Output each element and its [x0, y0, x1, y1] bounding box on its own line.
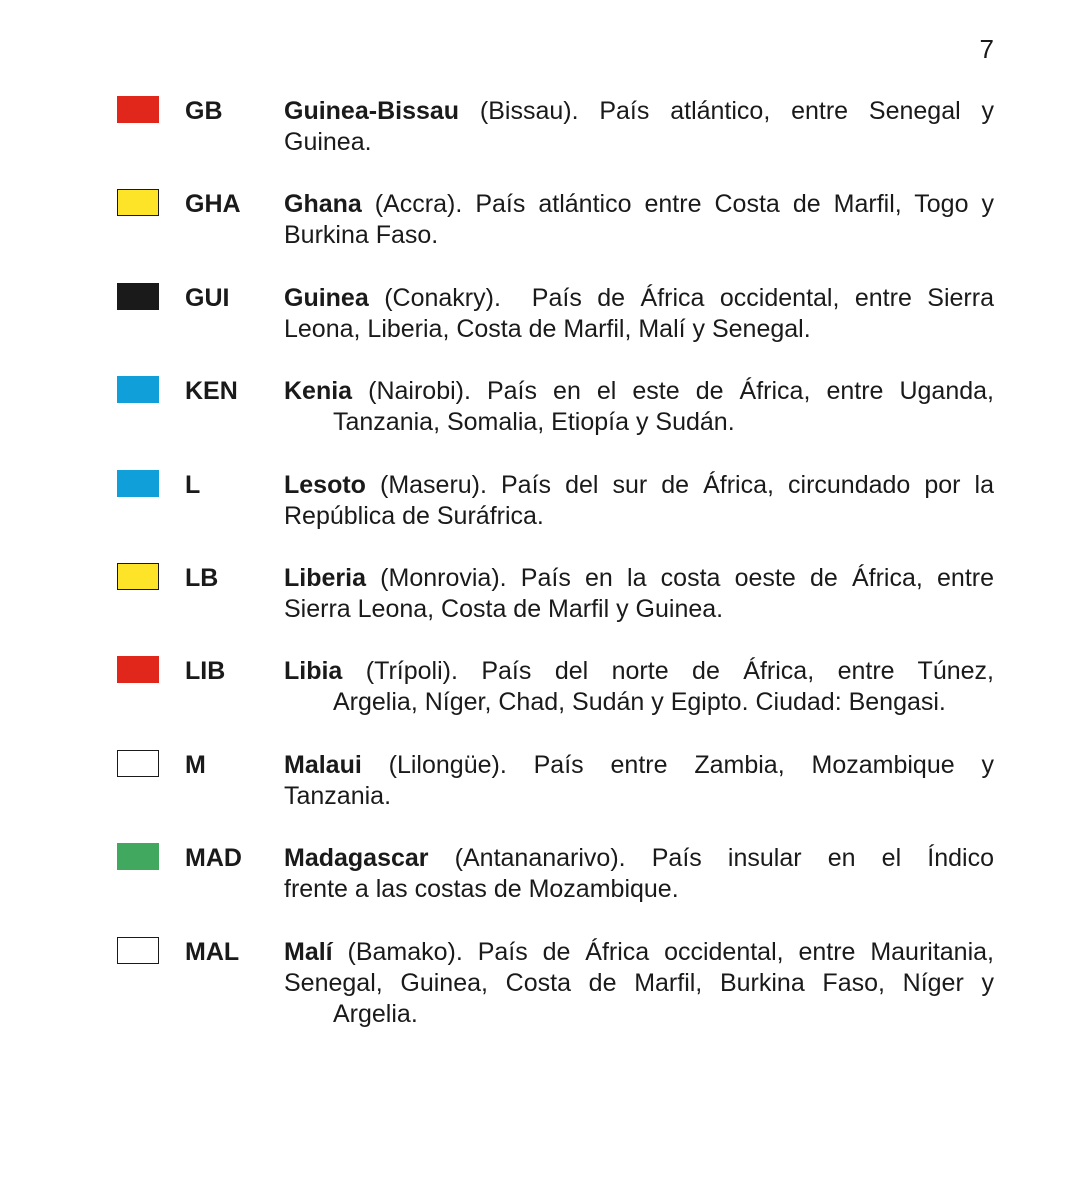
country-code: LB: [185, 564, 219, 592]
description-text: (Maseru). País del sur de África, circundado por la: [365, 470, 994, 499]
country-code: GUI: [185, 283, 230, 312]
country-code: MAD: [185, 844, 242, 873]
description-text: Argelia, Níger, Chad, Sudán y Egipto. Ciudad: Bengasi.: [333, 688, 946, 717]
country-name: Malí: [284, 937, 333, 966]
country-description: [284, 563, 994, 625]
color-swatch: [117, 937, 159, 964]
description-text: (Accra). País atlántico entre Costa de Marfil, Togo y: [361, 190, 994, 219]
country-code: L: [185, 470, 201, 499]
country-description: [284, 470, 994, 532]
description-text: Tanzania.: [284, 781, 392, 810]
country-name: Madagascar: [284, 844, 429, 873]
country-description: [284, 750, 994, 812]
color-swatch: [117, 656, 159, 683]
country-code: MAL: [185, 937, 240, 966]
description-text: Sierra Leona, Costa de Marfil y Guinea.: [284, 595, 724, 623]
country-entry: [0, 470, 1080, 550]
description-text: Tanzania, Somalia, Etiopía y Sudán.: [333, 408, 735, 437]
description-text: Burkina Faso.: [284, 221, 439, 250]
description-text: (Bissau). País atlántico, entre Senegal y: [459, 97, 994, 125]
color-swatch: [117, 96, 159, 123]
country-name: Lesoto: [284, 470, 366, 499]
description-text: Senegal, Guinea, Costa de Marfil, Burkina Faso, Níger y: [284, 968, 994, 997]
country-entry: [0, 750, 1080, 830]
description-text: (Monrovia). País en la costa oeste de África, entre: [365, 564, 994, 592]
country-code: M: [185, 750, 206, 779]
country-entry: [0, 96, 1080, 176]
description-text: (Bamako). País de África occidental, entre Mauritania,: [332, 937, 994, 966]
country-description: [284, 189, 994, 251]
description-text: (Antananarivo). País insular en el Índico: [428, 844, 994, 873]
country-name: Guinea-Bissau: [284, 97, 460, 125]
country-name: Liberia: [284, 564, 366, 592]
description-text: (Trípoli). País del norte de África, entre Túnez,: [342, 657, 994, 686]
country-entry: [0, 283, 1080, 363]
country-code: GB: [185, 97, 223, 125]
country-entry: [0, 563, 1080, 643]
country-name: Kenia: [284, 377, 353, 406]
country-name: Guinea: [284, 283, 369, 312]
country-description: [284, 656, 994, 718]
country-code: GHA: [185, 190, 241, 219]
country-entry: [0, 843, 1080, 923]
description-text: República de Suráfrica.: [284, 501, 544, 530]
country-description: [284, 937, 994, 1030]
description-text: (Nairobi). País en el este de África, entre Uganda,: [352, 377, 994, 406]
color-swatch: [117, 563, 159, 590]
country-description: [284, 96, 994, 158]
country-entry: [0, 937, 1080, 1028]
country-name: Ghana: [284, 190, 362, 219]
description-text: (Conakry). País de África occidental, entre Sierra: [368, 283, 994, 312]
country-description: [284, 376, 994, 438]
color-swatch: [117, 189, 159, 216]
country-entry: [0, 656, 1080, 736]
country-description: [284, 283, 994, 345]
description-text: (Lilongüe). País entre Zambia, Mozambique y: [361, 750, 994, 779]
country-name: Malaui: [284, 750, 362, 779]
description-text: Argelia.: [333, 999, 418, 1028]
country-code: LIB: [185, 657, 226, 686]
color-swatch: [117, 283, 159, 310]
description-text: Guinea.: [284, 128, 372, 156]
color-swatch: [117, 843, 159, 870]
country-entry: [0, 189, 1080, 269]
color-swatch: [117, 750, 159, 777]
description-text: Leona, Liberia, Costa de Marfil, Malí y Senegal.: [284, 314, 811, 343]
color-swatch: [117, 470, 159, 497]
description-text: frente a las costas de Mozambique.: [284, 875, 679, 904]
country-entry: [0, 376, 1080, 456]
color-swatch: [117, 376, 159, 403]
country-name: Libia: [284, 657, 343, 686]
country-code: KEN: [185, 377, 238, 406]
country-description: [284, 843, 994, 905]
page-number: 7: [979, 34, 994, 64]
